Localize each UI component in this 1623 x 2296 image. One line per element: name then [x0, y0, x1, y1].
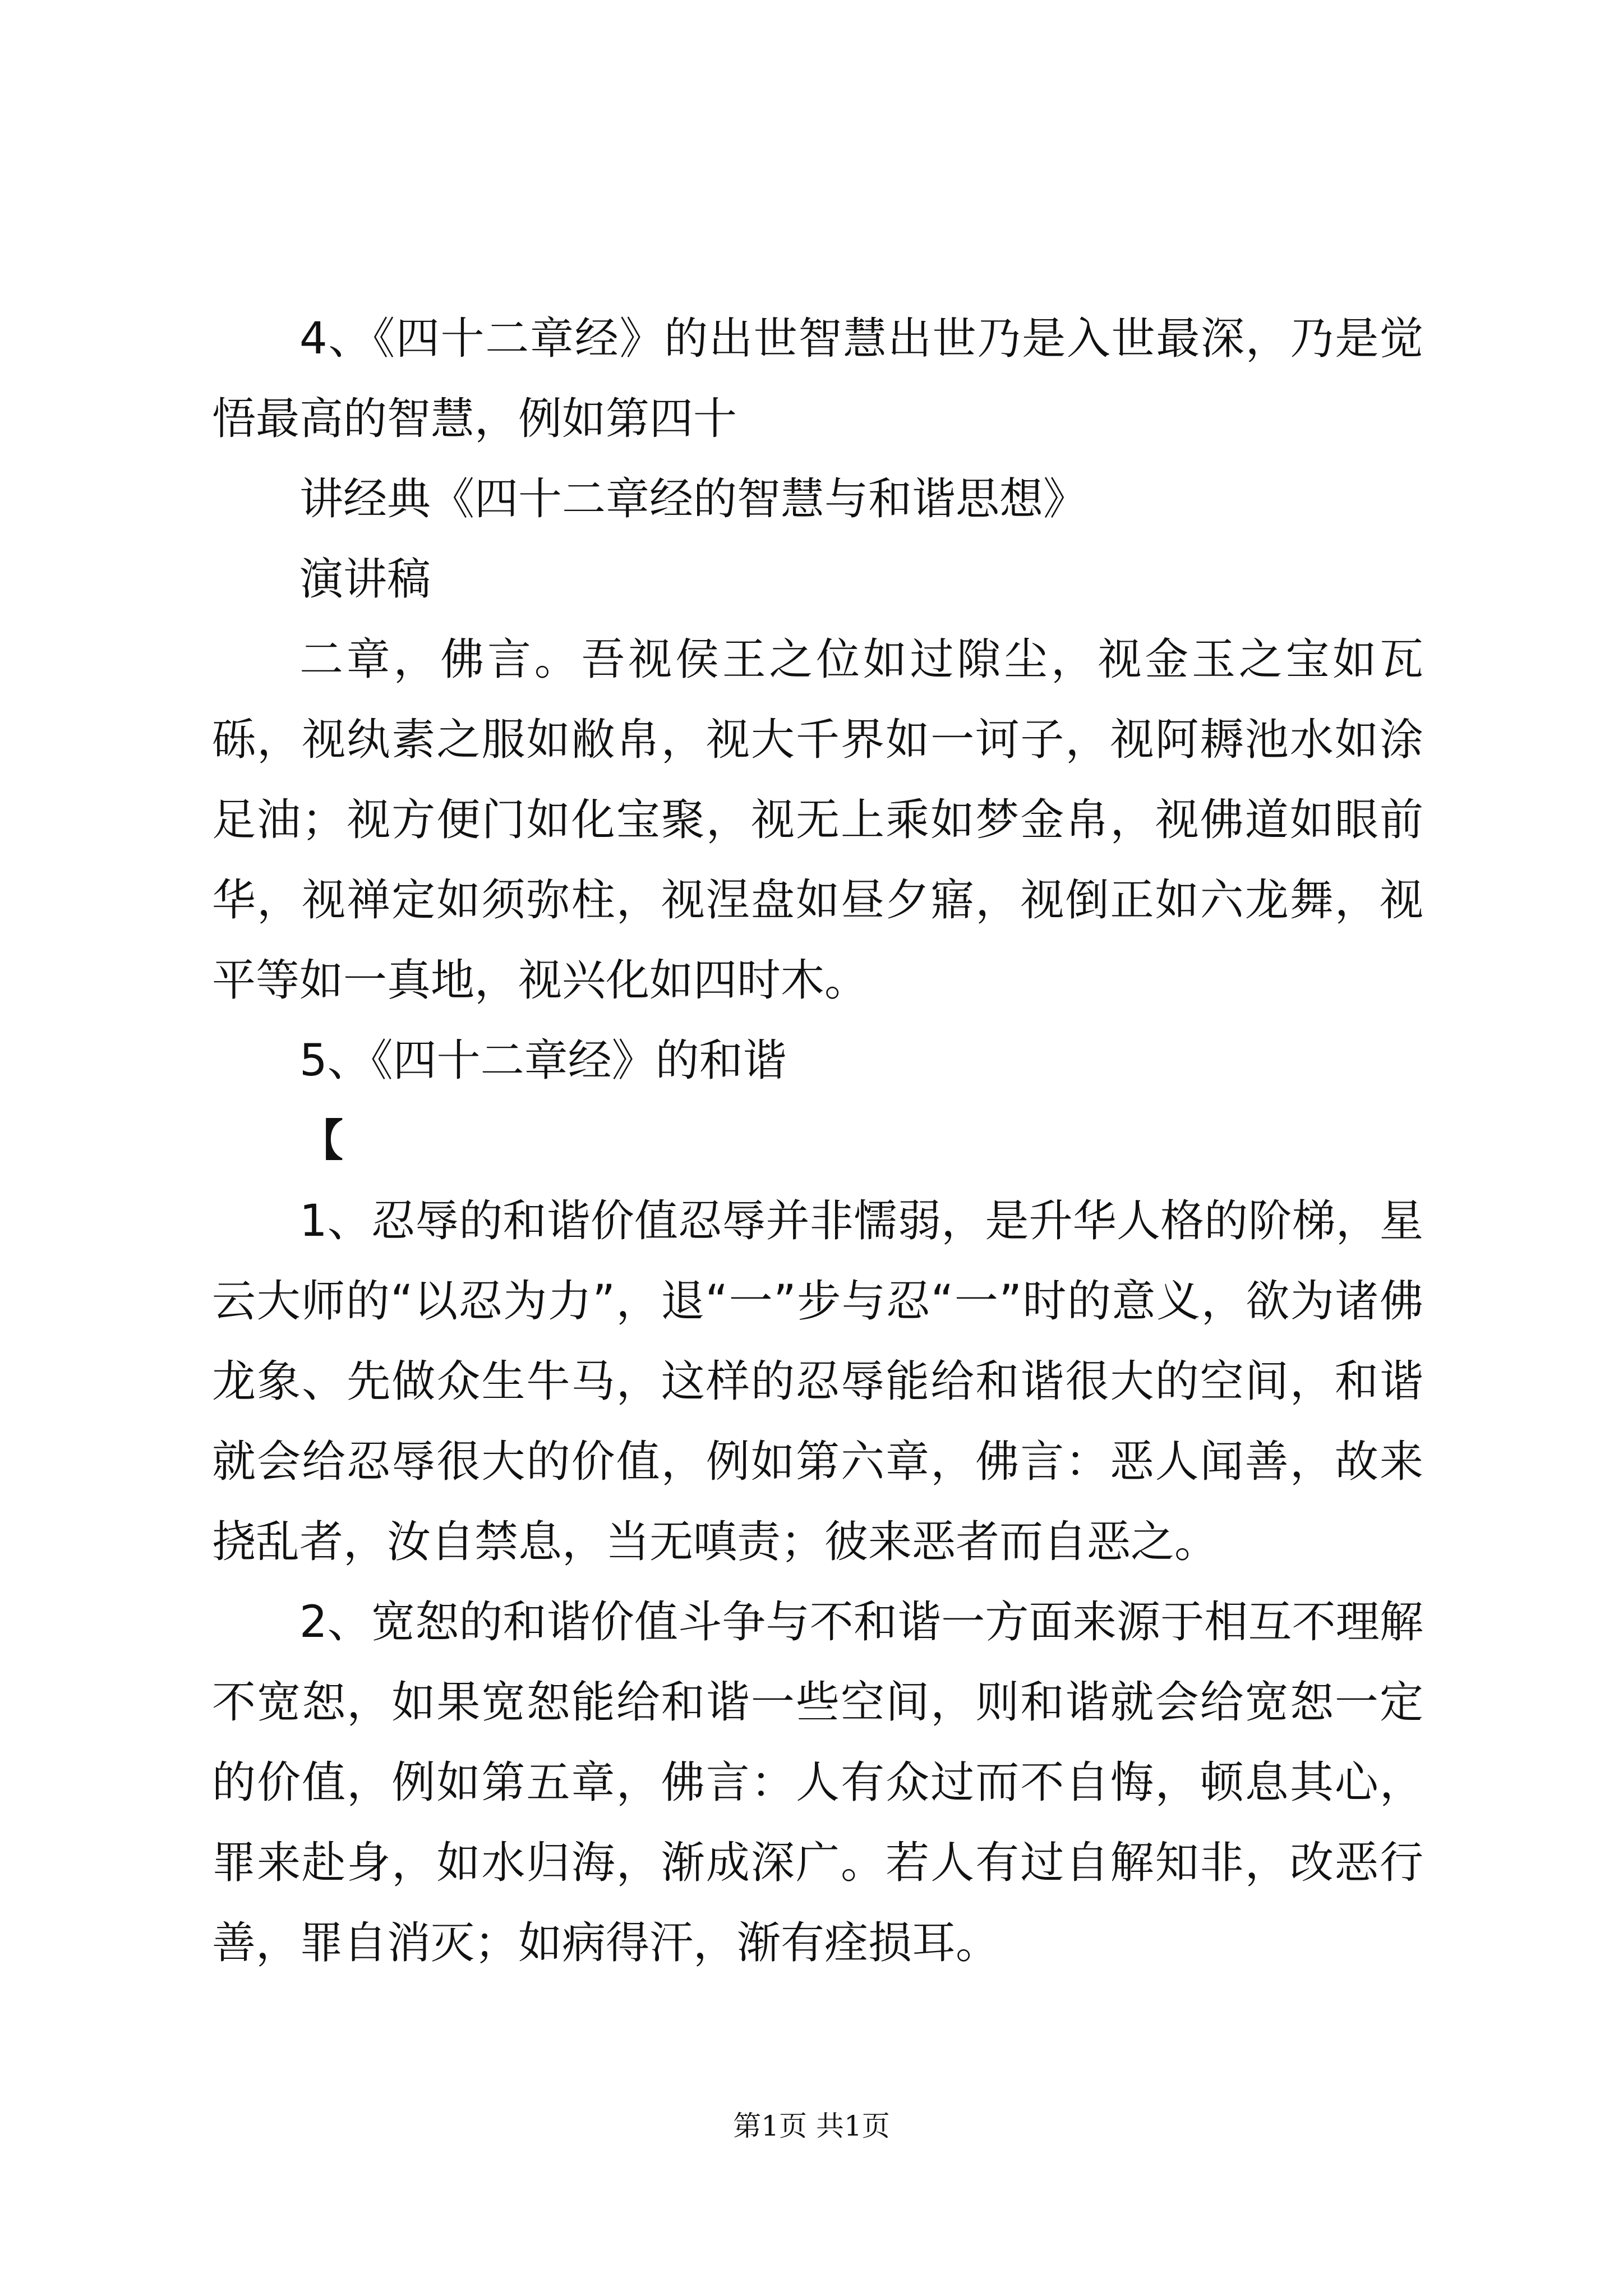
paragraph-speech-label: 演讲稿	[299, 554, 431, 605]
paragraph-bracket: 【	[299, 1116, 344, 1166]
paragraph-speech-title: 讲经典《四十二章经的智慧与和谐思想》	[299, 474, 1087, 524]
paragraph-chapter-42-quote: 二章，佛言。吾视侯王之位如过隙尘，视金玉之宝如瓦砾，视纨素之服如敝帛，视大千界如一诃子，视阿耨池水如涂足油；视方便门如化宝聚，视无上乘如梦金帛，视佛道如眼前华，视禅定如须弥柱，视涅盘如昼夕寤，视倒正如六龙舞，视平等如一真地，视兴化如四时木。	[212, 634, 1423, 1006]
paragraph-forgiveness-value: 2、宽恕的和谐价值斗争与不和谐一方面来源于相互不理解不宽恕，如果宽恕能给和谐一些空间，则和谐就会给宽恕一定的价值，例如第五章，佛言：人有众过而不自悔，顿息其心，罪来赴身，如水归海，渐成深广。若人有过自解知非，改恶行善，罪自消灭；如病得汗，渐有痊损耳。	[212, 1597, 1423, 1968]
page-footer: 第1页 共1页	[733, 2110, 890, 2142]
paragraph-harmony-heading: 5、《四十二章经》的和谐	[299, 1036, 787, 1086]
paragraph-patience-value: 1、忍辱的和谐价值忍辱并非懦弱，是升华人格的阶梯，星云大师的“以忍为力”，退“一”步与忍“一”时的意义，欲为诸佛龙象、先做众生牛马，这样的忍辱能给和谐很大的空间，和谐就会给忍辱很大的价值，例如第六章，佛言：恶人闻善，故来挠乱者，汝自禁息，当无嗔责；彼来恶者而自恶之。	[212, 1196, 1423, 1567]
document-body	[212, 299, 1423, 1984]
paragraph-wisdom-intro: 4、《四十二章经》的出世智慧出世乃是入世最深，乃是觉悟最高的智慧，例如第四十	[212, 314, 1423, 444]
